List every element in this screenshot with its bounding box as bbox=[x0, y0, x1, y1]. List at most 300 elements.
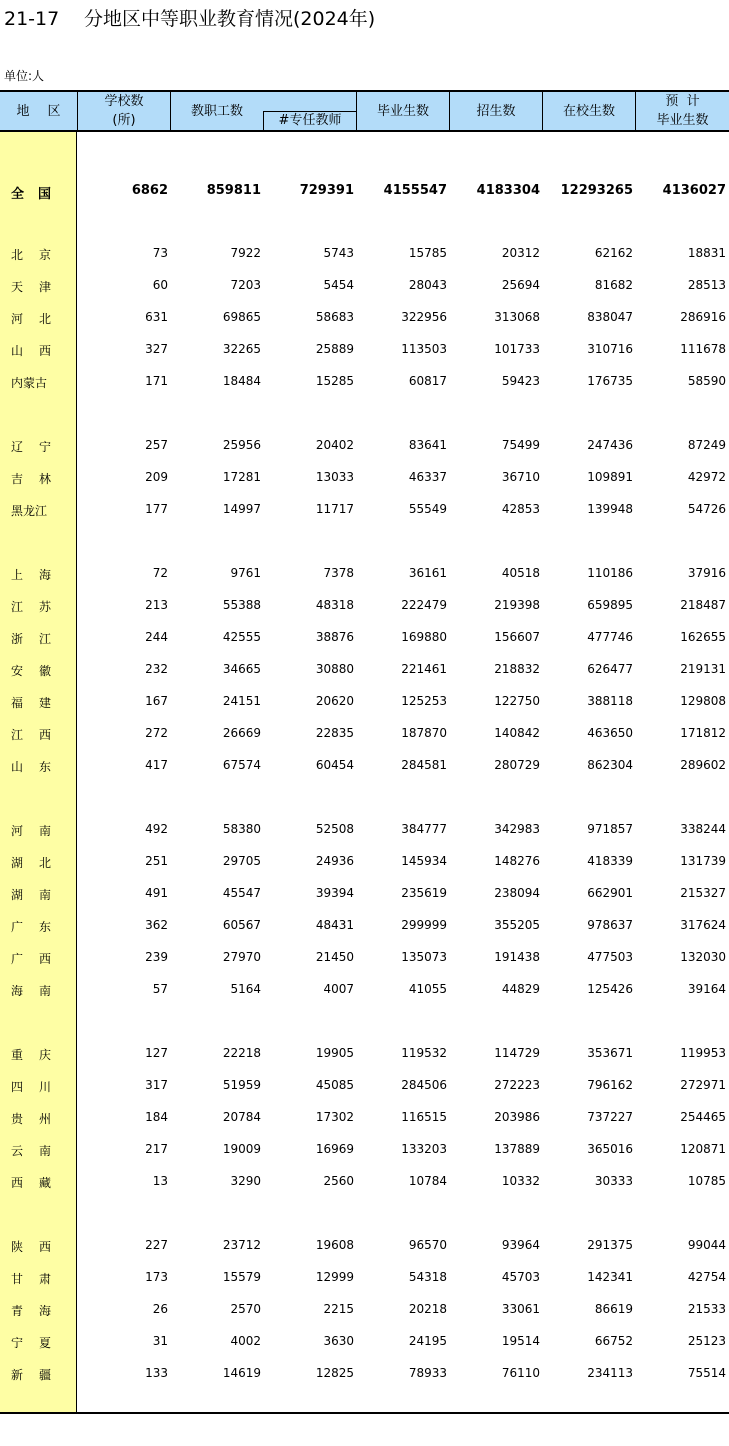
value-cell: 60567 bbox=[222, 918, 261, 932]
header-graduates-label: 毕业生数 bbox=[376, 103, 429, 119]
value-cell: 73 bbox=[152, 246, 168, 260]
region-name: 山 东 bbox=[11, 760, 51, 774]
value-cell: 24151 bbox=[222, 694, 261, 708]
value-cell: 120871 bbox=[680, 1142, 726, 1156]
value-cell: 227 bbox=[145, 1238, 168, 1252]
value-cell: 36161 bbox=[408, 566, 447, 580]
value-cell: 10332 bbox=[501, 1174, 540, 1188]
header-graduates bbox=[357, 92, 449, 130]
value-cell: 18831 bbox=[687, 246, 726, 260]
value-cell: 218487 bbox=[680, 598, 726, 612]
table-row bbox=[0, 820, 729, 840]
value-cell: 2215 bbox=[323, 1302, 354, 1316]
header-students bbox=[543, 92, 635, 130]
value-cell: 19009 bbox=[222, 1142, 261, 1156]
value-cell: 62162 bbox=[594, 246, 633, 260]
region-name: 福 建 bbox=[11, 696, 51, 710]
value-cell: 388118 bbox=[587, 694, 633, 708]
value-cell: 24936 bbox=[315, 854, 354, 868]
value-cell: 187870 bbox=[401, 726, 447, 740]
table-row bbox=[0, 1076, 729, 1096]
region-name: 湖 北 bbox=[11, 856, 51, 870]
value-cell: 418339 bbox=[587, 854, 633, 868]
value-cell: 78933 bbox=[408, 1366, 447, 1380]
value-cell: 142341 bbox=[587, 1270, 633, 1284]
value-cell: 13033 bbox=[315, 470, 354, 484]
table-row bbox=[0, 1044, 729, 1064]
value-cell: 25694 bbox=[501, 278, 540, 292]
value-cell: 40518 bbox=[501, 566, 540, 580]
value-cell: 13 bbox=[152, 1174, 168, 1188]
table-row bbox=[0, 1268, 729, 1288]
region-name: 天 津 bbox=[11, 280, 51, 294]
region-name: 辽 宁 bbox=[11, 440, 51, 454]
value-cell: 12825 bbox=[315, 1366, 354, 1380]
value-cell: 14997 bbox=[222, 502, 261, 516]
value-cell: 60454 bbox=[315, 758, 354, 772]
region-name: 重 庆 bbox=[11, 1048, 51, 1062]
value-cell: 215327 bbox=[680, 886, 726, 900]
value-cell: 4136027 bbox=[662, 183, 726, 198]
value-cell: 284581 bbox=[401, 758, 447, 772]
region-name: 安 徽 bbox=[11, 664, 51, 678]
table-row bbox=[0, 756, 729, 776]
value-cell: 5454 bbox=[323, 278, 354, 292]
value-cell: 272223 bbox=[494, 1078, 540, 1092]
region-name: 云 南 bbox=[11, 1144, 51, 1158]
value-cell: 12293265 bbox=[560, 183, 633, 198]
value-cell: 251 bbox=[145, 854, 168, 868]
value-cell: 729391 bbox=[299, 183, 354, 198]
value-cell: 145934 bbox=[401, 854, 447, 868]
value-cell: 971857 bbox=[587, 822, 633, 836]
value-cell: 36710 bbox=[501, 470, 540, 484]
value-cell: 27970 bbox=[222, 950, 261, 964]
table-row bbox=[0, 1300, 729, 1320]
value-cell: 127 bbox=[145, 1046, 168, 1060]
value-cell: 23712 bbox=[222, 1238, 261, 1252]
table-row bbox=[0, 340, 729, 360]
data-table bbox=[0, 90, 729, 1414]
value-cell: 4002 bbox=[230, 1334, 261, 1348]
value-cell: 116515 bbox=[401, 1110, 447, 1124]
value-cell: 15579 bbox=[222, 1270, 261, 1284]
bottom-rule bbox=[0, 1412, 729, 1414]
value-cell: 45703 bbox=[501, 1270, 540, 1284]
value-cell: 26 bbox=[152, 1302, 168, 1316]
value-cell: 24195 bbox=[408, 1334, 447, 1348]
value-cell: 87249 bbox=[687, 438, 726, 452]
header-teachers bbox=[264, 111, 356, 130]
region-name: 山 西 bbox=[11, 344, 51, 358]
value-cell: 19514 bbox=[501, 1334, 540, 1348]
table-title: 分地区中等职业教育情况(2024年) bbox=[84, 8, 376, 30]
table-row bbox=[0, 1236, 729, 1256]
value-cell: 69865 bbox=[222, 310, 261, 324]
value-cell: 631 bbox=[145, 310, 168, 324]
value-cell: 167 bbox=[145, 694, 168, 708]
region-name: 海 南 bbox=[11, 984, 51, 998]
value-cell: 51959 bbox=[222, 1078, 261, 1092]
value-cell: 4183304 bbox=[476, 183, 540, 198]
value-cell: 353671 bbox=[587, 1046, 633, 1060]
value-cell: 125426 bbox=[587, 982, 633, 996]
table-row bbox=[0, 244, 729, 264]
table-row bbox=[0, 372, 729, 392]
value-cell: 38876 bbox=[315, 630, 354, 644]
value-cell: 60817 bbox=[408, 374, 447, 388]
region-name: 广 西 bbox=[11, 952, 51, 966]
header-staff bbox=[171, 92, 263, 130]
value-cell: 11717 bbox=[315, 502, 354, 516]
value-cell: 25889 bbox=[315, 342, 354, 356]
value-cell: 12999 bbox=[315, 1270, 354, 1284]
value-cell: 171 bbox=[145, 374, 168, 388]
value-cell: 16969 bbox=[315, 1142, 354, 1156]
value-cell: 75514 bbox=[687, 1366, 726, 1380]
value-cell: 239 bbox=[145, 950, 168, 964]
value-cell: 137889 bbox=[494, 1142, 540, 1156]
value-cell: 58590 bbox=[687, 374, 726, 388]
value-cell: 3630 bbox=[323, 1334, 354, 1348]
region-name: 甘 肃 bbox=[11, 1272, 51, 1286]
value-cell: 113503 bbox=[401, 342, 447, 356]
table-row bbox=[0, 948, 729, 968]
value-cell: 46337 bbox=[408, 470, 447, 484]
value-cell: 203986 bbox=[494, 1110, 540, 1124]
value-cell: 221461 bbox=[401, 662, 447, 676]
table-row bbox=[0, 660, 729, 680]
value-cell: 101733 bbox=[494, 342, 540, 356]
value-cell: 55549 bbox=[408, 502, 447, 516]
value-cell: 42754 bbox=[687, 1270, 726, 1284]
value-cell: 86619 bbox=[594, 1302, 633, 1316]
value-cell: 30333 bbox=[594, 1174, 633, 1188]
value-cell: 355205 bbox=[494, 918, 540, 932]
value-cell: 119532 bbox=[401, 1046, 447, 1060]
value-cell: 384777 bbox=[401, 822, 447, 836]
region-name: 青 海 bbox=[11, 1304, 51, 1318]
value-cell: 45547 bbox=[222, 886, 261, 900]
value-cell: 796162 bbox=[587, 1078, 633, 1092]
value-cell: 7203 bbox=[230, 278, 261, 292]
value-cell: 5743 bbox=[323, 246, 354, 260]
value-cell: 52508 bbox=[315, 822, 354, 836]
value-cell: 111678 bbox=[680, 342, 726, 356]
value-cell: 57 bbox=[152, 982, 168, 996]
value-cell: 737227 bbox=[587, 1110, 633, 1124]
value-cell: 310716 bbox=[587, 342, 633, 356]
value-cell: 54318 bbox=[408, 1270, 447, 1284]
region-name: 河 北 bbox=[11, 312, 51, 326]
value-cell: 280729 bbox=[494, 758, 540, 772]
value-cell: 838047 bbox=[587, 310, 633, 324]
value-cell: 119953 bbox=[680, 1046, 726, 1060]
table-row bbox=[0, 980, 729, 1000]
value-cell: 39394 bbox=[315, 886, 354, 900]
value-cell: 22218 bbox=[222, 1046, 261, 1060]
value-cell: 48431 bbox=[315, 918, 354, 932]
value-cell: 48318 bbox=[315, 598, 354, 612]
value-cell: 93964 bbox=[501, 1238, 540, 1252]
value-cell: 978637 bbox=[587, 918, 633, 932]
table-header bbox=[0, 90, 729, 132]
table-number: 21-17 bbox=[4, 8, 60, 30]
value-cell: 317624 bbox=[680, 918, 726, 932]
value-cell: 42972 bbox=[687, 470, 726, 484]
value-cell: 2570 bbox=[230, 1302, 261, 1316]
value-cell: 317 bbox=[145, 1078, 168, 1092]
value-cell: 67574 bbox=[222, 758, 261, 772]
header-enrollment-label: 招生数 bbox=[476, 103, 516, 119]
value-cell: 29705 bbox=[222, 854, 261, 868]
value-cell: 42853 bbox=[501, 502, 540, 516]
value-cell: 30880 bbox=[315, 662, 354, 676]
table-row bbox=[0, 596, 729, 616]
value-cell: 217 bbox=[145, 1142, 168, 1156]
value-cell: 626477 bbox=[587, 662, 633, 676]
region-name: 北 京 bbox=[11, 248, 51, 262]
value-cell: 247436 bbox=[587, 438, 633, 452]
value-cell: 125253 bbox=[401, 694, 447, 708]
value-cell: 60 bbox=[152, 278, 168, 292]
header-expected-line: 毕业生数 bbox=[656, 113, 709, 128]
value-cell: 156607 bbox=[494, 630, 540, 644]
value-cell: 272971 bbox=[680, 1078, 726, 1092]
value-cell: 342983 bbox=[494, 822, 540, 836]
value-cell: 109891 bbox=[587, 470, 633, 484]
value-cell: 39164 bbox=[687, 982, 726, 996]
value-cell: 45085 bbox=[315, 1078, 354, 1092]
value-cell: 81682 bbox=[594, 278, 633, 292]
region-name: 浙 江 bbox=[11, 632, 51, 646]
value-cell: 365016 bbox=[587, 1142, 633, 1156]
value-cell: 289602 bbox=[680, 758, 726, 772]
value-cell: 25956 bbox=[222, 438, 261, 452]
value-cell: 9761 bbox=[230, 566, 261, 580]
value-cell: 173 bbox=[145, 1270, 168, 1284]
header-expected-line: 预 计 bbox=[665, 94, 700, 109]
table-row bbox=[0, 1364, 729, 1384]
value-cell: 75499 bbox=[501, 438, 540, 452]
value-cell: 122750 bbox=[494, 694, 540, 708]
region-name: 湖 南 bbox=[11, 888, 51, 902]
value-cell: 235619 bbox=[401, 886, 447, 900]
header-enrollment bbox=[450, 92, 542, 130]
value-cell: 110186 bbox=[587, 566, 633, 580]
value-cell: 131739 bbox=[680, 854, 726, 868]
value-cell: 6862 bbox=[131, 183, 168, 198]
value-cell: 859811 bbox=[206, 183, 261, 198]
value-cell: 32265 bbox=[222, 342, 261, 356]
table-row bbox=[0, 468, 729, 488]
region-name: 新 疆 bbox=[11, 1368, 51, 1382]
value-cell: 463650 bbox=[587, 726, 633, 740]
value-cell: 169880 bbox=[401, 630, 447, 644]
value-cell: 72 bbox=[152, 566, 168, 580]
value-cell: 132030 bbox=[680, 950, 726, 964]
value-cell: 33061 bbox=[501, 1302, 540, 1316]
region-name: 四 川 bbox=[11, 1080, 51, 1094]
value-cell: 22835 bbox=[315, 726, 354, 740]
value-cell: 31 bbox=[152, 1334, 168, 1348]
value-cell: 55388 bbox=[222, 598, 261, 612]
header-students-label: 在校生数 bbox=[562, 103, 615, 119]
value-cell: 184 bbox=[145, 1110, 168, 1124]
unit-label: 单位:人 bbox=[4, 69, 45, 83]
value-cell: 58380 bbox=[222, 822, 261, 836]
value-cell: 10784 bbox=[408, 1174, 447, 1188]
region-name: 吉 林 bbox=[11, 472, 51, 486]
value-cell: 76110 bbox=[501, 1366, 540, 1380]
value-cell: 299999 bbox=[401, 918, 447, 932]
value-cell: 213 bbox=[145, 598, 168, 612]
value-cell: 114729 bbox=[494, 1046, 540, 1060]
table-row bbox=[0, 724, 729, 744]
value-cell: 362 bbox=[145, 918, 168, 932]
region-name: 上 海 bbox=[11, 568, 51, 582]
value-cell: 148276 bbox=[494, 854, 540, 868]
value-cell: 254465 bbox=[680, 1110, 726, 1124]
region-name: 贵 州 bbox=[11, 1112, 51, 1126]
value-cell: 133 bbox=[145, 1366, 168, 1380]
table-row bbox=[0, 692, 729, 712]
value-cell: 257 bbox=[145, 438, 168, 452]
value-cell: 59423 bbox=[501, 374, 540, 388]
value-cell: 162655 bbox=[680, 630, 726, 644]
table-row bbox=[0, 884, 729, 904]
value-cell: 171812 bbox=[680, 726, 726, 740]
table-row bbox=[0, 852, 729, 872]
value-cell: 219398 bbox=[494, 598, 540, 612]
value-cell: 5164 bbox=[230, 982, 261, 996]
value-cell: 44829 bbox=[501, 982, 540, 996]
value-cell: 313068 bbox=[494, 310, 540, 324]
table-row bbox=[0, 276, 729, 296]
value-cell: 209 bbox=[145, 470, 168, 484]
value-cell: 15785 bbox=[408, 246, 447, 260]
page-title bbox=[4, 4, 375, 31]
value-cell: 129808 bbox=[680, 694, 726, 708]
table-row bbox=[0, 1332, 729, 1352]
region-name: 全 国 bbox=[11, 187, 51, 202]
value-cell: 26669 bbox=[222, 726, 261, 740]
value-cell: 191438 bbox=[494, 950, 540, 964]
value-cell: 42555 bbox=[222, 630, 261, 644]
value-cell: 14619 bbox=[222, 1366, 261, 1380]
value-cell: 99044 bbox=[687, 1238, 726, 1252]
region-name: 广 东 bbox=[11, 920, 51, 934]
value-cell: 19608 bbox=[315, 1238, 354, 1252]
value-cell: 232 bbox=[145, 662, 168, 676]
value-cell: 66752 bbox=[594, 1334, 633, 1348]
value-cell: 34665 bbox=[222, 662, 261, 676]
table-row bbox=[0, 628, 729, 648]
region-name: 西 藏 bbox=[11, 1176, 51, 1190]
value-cell: 477746 bbox=[587, 630, 633, 644]
region-name: 宁 夏 bbox=[11, 1336, 51, 1350]
value-cell: 135073 bbox=[401, 950, 447, 964]
table-row bbox=[0, 500, 729, 520]
header-region-part: 区 bbox=[47, 103, 61, 119]
value-cell: 18484 bbox=[222, 374, 261, 388]
header-schools-line: (所) bbox=[112, 113, 136, 128]
value-cell: 140842 bbox=[494, 726, 540, 740]
table-row bbox=[0, 436, 729, 456]
value-cell: 272 bbox=[145, 726, 168, 740]
value-cell: 2560 bbox=[323, 1174, 354, 1188]
value-cell: 862304 bbox=[587, 758, 633, 772]
table-row bbox=[0, 1108, 729, 1128]
value-cell: 37916 bbox=[687, 566, 726, 580]
value-cell: 477503 bbox=[587, 950, 633, 964]
region-name: 陕 西 bbox=[11, 1240, 51, 1254]
table-row bbox=[0, 308, 729, 328]
header-staff-label: 教职工数 bbox=[190, 103, 243, 119]
value-cell: 21533 bbox=[687, 1302, 726, 1316]
header-region bbox=[0, 92, 77, 130]
value-cell: 17302 bbox=[315, 1110, 354, 1124]
value-cell: 25123 bbox=[687, 1334, 726, 1348]
value-cell: 284506 bbox=[401, 1078, 447, 1092]
value-cell: 222479 bbox=[401, 598, 447, 612]
table-row bbox=[0, 916, 729, 936]
header-expected bbox=[636, 92, 729, 130]
value-cell: 492 bbox=[145, 822, 168, 836]
value-cell: 3290 bbox=[230, 1174, 261, 1188]
value-cell: 133203 bbox=[401, 1142, 447, 1156]
table-row-national bbox=[0, 181, 729, 201]
value-cell: 218832 bbox=[494, 662, 540, 676]
value-cell: 4155547 bbox=[383, 183, 447, 198]
value-cell: 234113 bbox=[587, 1366, 633, 1380]
value-cell: 7378 bbox=[323, 566, 354, 580]
value-cell: 238094 bbox=[494, 886, 540, 900]
value-cell: 659895 bbox=[587, 598, 633, 612]
value-cell: 96570 bbox=[408, 1238, 447, 1252]
region-name: 内蒙古 bbox=[11, 376, 48, 390]
value-cell: 20620 bbox=[315, 694, 354, 708]
value-cell: 291375 bbox=[587, 1238, 633, 1252]
value-cell: 417 bbox=[145, 758, 168, 772]
header-teachers-label: #专任教师 bbox=[278, 113, 342, 128]
value-cell: 139948 bbox=[587, 502, 633, 516]
value-cell: 286916 bbox=[680, 310, 726, 324]
table-row bbox=[0, 1172, 729, 1192]
value-cell: 338244 bbox=[680, 822, 726, 836]
value-cell: 20784 bbox=[222, 1110, 261, 1124]
value-cell: 176735 bbox=[587, 374, 633, 388]
value-cell: 20402 bbox=[315, 438, 354, 452]
value-cell: 15285 bbox=[315, 374, 354, 388]
value-cell: 322956 bbox=[401, 310, 447, 324]
value-cell: 491 bbox=[145, 886, 168, 900]
value-cell: 7922 bbox=[230, 246, 261, 260]
header-region-part: 地 bbox=[16, 103, 30, 119]
region-name: 江 苏 bbox=[11, 600, 51, 614]
value-cell: 54726 bbox=[687, 502, 726, 516]
value-cell: 219131 bbox=[680, 662, 726, 676]
header-schools bbox=[78, 92, 170, 130]
value-cell: 4007 bbox=[323, 982, 354, 996]
region-name: 河 南 bbox=[11, 824, 51, 838]
value-cell: 41055 bbox=[408, 982, 447, 996]
value-cell: 10785 bbox=[687, 1174, 726, 1188]
value-cell: 28513 bbox=[687, 278, 726, 292]
region-name: 黑龙江 bbox=[11, 504, 48, 518]
value-cell: 244 bbox=[145, 630, 168, 644]
header-schools-line: 学校数 bbox=[104, 94, 144, 109]
